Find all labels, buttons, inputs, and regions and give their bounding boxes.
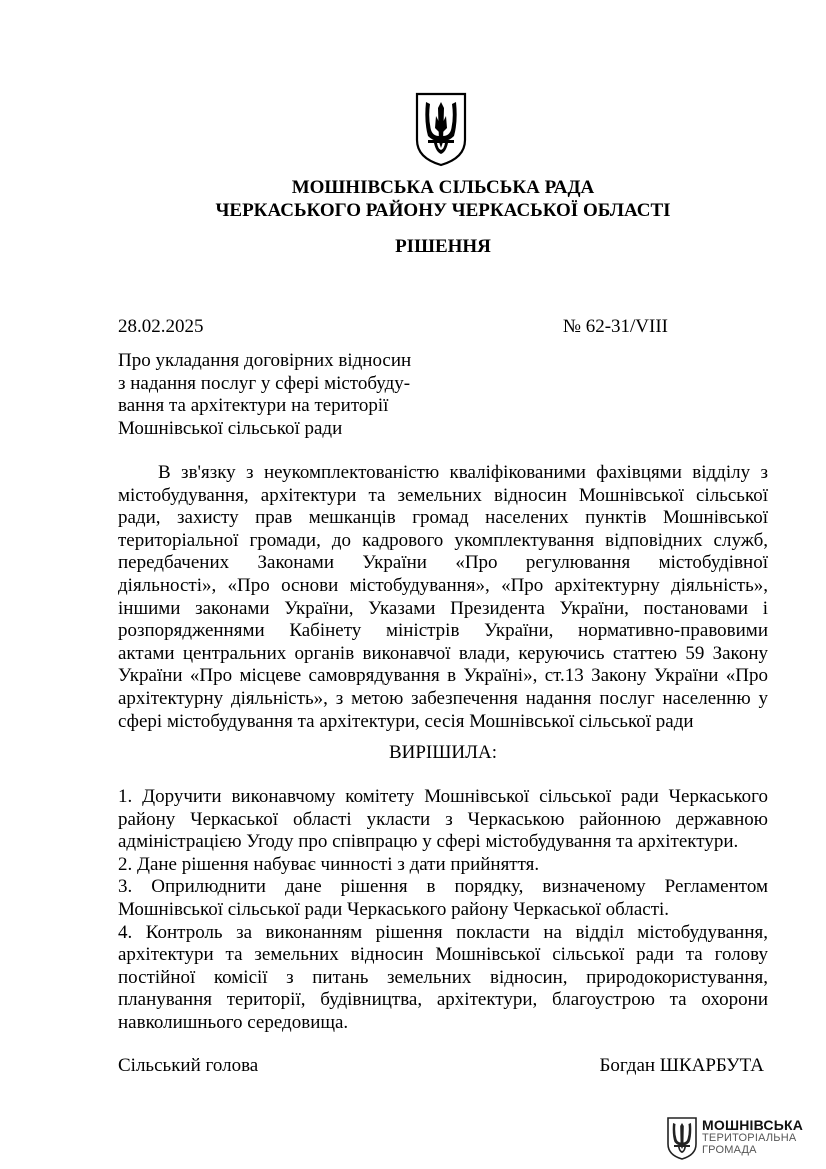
subject-line: Про укладання договірних відносин [118,350,412,371]
document-type: РІШЕННЯ [395,236,491,257]
preamble-line: іншими законами України, Указами Президента України, постановами і [118,597,768,619]
logo-subtitle: ТЕРИТОРІАЛЬНА [702,1132,797,1144]
signatory-name: Богдан ШКАРБУТА [599,1055,764,1076]
preamble-line: передбачених Законами України «Про регулювання містобудівної [118,552,768,574]
community-logo [666,1114,816,1162]
decided-heading: ВИРІШИЛА: [388,742,498,763]
item-line: планування території, будівництва, архітектури, благоустрою та охорони [118,989,768,1011]
item-line: 3. Оприлюднити дане рішення в порядку, визначеному Регламентом [118,876,768,898]
preamble-line: територіальної громади, до кадрового укомплектування відповідних служб, [118,529,768,551]
preamble-line: сфері містобудування та архітектури, сесія Мошнівської сільської ради [118,710,694,732]
item-line: навколишнього середовища. [118,1011,349,1033]
council-district: ЧЕРКАСЬКОГО РАЙОНУ ЧЕРКАСЬКОЇ ОБЛАСТІ [215,200,671,221]
subject-line: Мошнівської сільської ради [118,417,343,439]
decision-items [118,786,768,1035]
council-name: МОШНІВСЬКА СІЛЬСЬКА РАДА [291,177,595,198]
item-line: 1. Доручити виконавчому комітету Мошнівської сільської ради Черкаського [118,786,768,807]
subject-line: вання та архітектури на території [118,395,389,416]
preamble-line: розпорядженнями Кабінету міністрів України, нормативно-правовими [118,620,768,642]
decision-subject [118,350,438,440]
item-line: Мошнівської сільської ради Черкаського району Черкаської області. [118,898,670,920]
item-line: адміністрацією Угоду про співпрацю у сфері містобудування та архітектури. [118,831,739,853]
trident-logo-icon [666,1116,698,1160]
item-line: архітектури та земельних відносин Мошнівської сільської ради та голову [118,944,768,966]
preamble-line: України «Про місцеве самоврядування в Україні», ст.13 Закону України «Про [118,665,768,687]
signatory-title: Сільський голова [118,1055,259,1076]
logo-text [702,1118,803,1156]
item-line: 2. Дане рішення набуває чинності з дати прийняття. [118,853,540,875]
preamble-line: ради, захисту прав мешканців громад населених пунктів Мошнівської [118,507,768,529]
decision-date: 28.02.2025 [118,316,204,337]
subject-line: з надання послуг у сфері містобуду- [118,372,411,394]
preamble-line: архітектурну діяльність», з метою забезпечення надання послуг населенню у [118,687,768,709]
logo-subtitle: ГРОМАДА [702,1144,757,1156]
preamble-line: діяльності», «Про основи містобудування», «Про архітектурну діяльність», [118,574,768,596]
preamble-paragraph [118,462,768,733]
item-line: району Черкаської області укласти з Черкаською районною державною [118,808,768,830]
item-line: 4. Контроль за виконанням рішення покласти на відділ містобудування, [118,921,768,943]
decision-number: № 62-31/VIII [562,316,668,337]
item-line: постійної комісії з питань земельних відносин, природокористування, [118,966,768,988]
preamble-line: В зв'язку з неукомплектованістю кваліфікованими фахівцями відділу з [158,462,768,483]
preamble-line: актами центральних органів виконавчої влади, керуючись статтею 59 Закону [118,642,768,664]
logo-name: МОШНІВСЬКА [702,1117,804,1133]
preamble-line: містобудування, архітектури та земельних відносин Мошнівської сільської [118,484,768,506]
trident-coat-of-arms-icon [414,92,468,167]
